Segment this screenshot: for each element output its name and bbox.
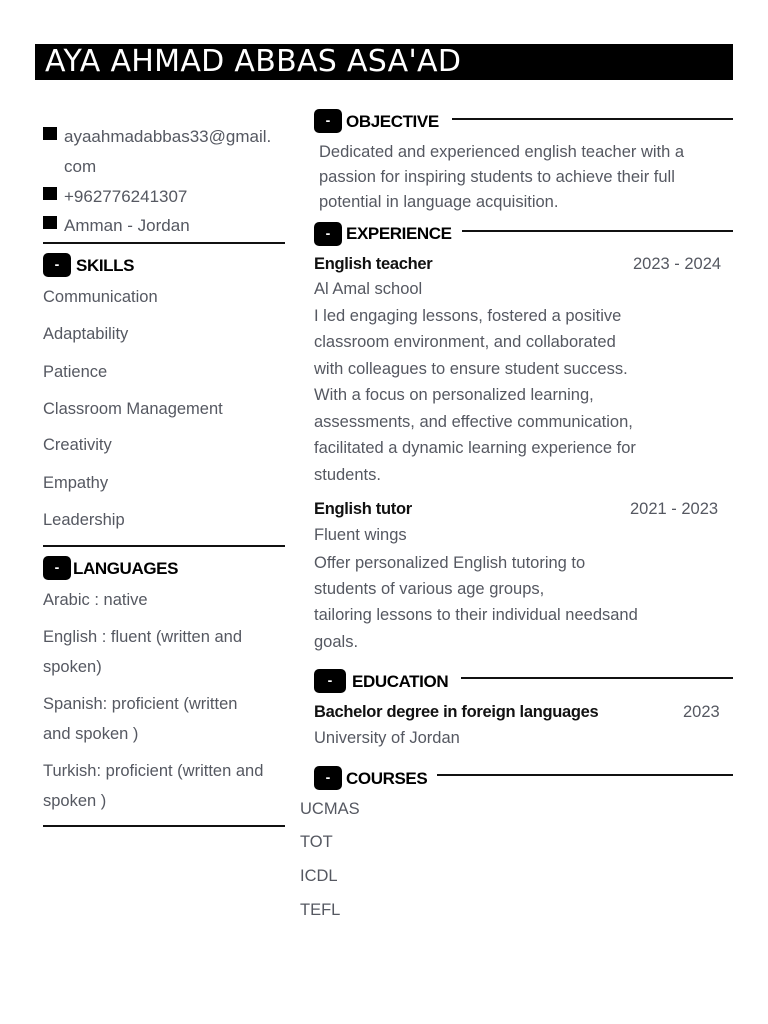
language-item: English : fluent (written and — [43, 628, 243, 646]
job-description: classroom environment, and collaborated — [314, 333, 616, 351]
contact-divider — [43, 242, 285, 244]
degree-title: Bachelor degree in foreign languages — [314, 703, 599, 721]
email-bullet-icon — [43, 127, 57, 140]
course-item: UCMAS — [300, 800, 360, 818]
skills-heading: SKILLS — [76, 256, 135, 275]
skills-divider — [43, 545, 285, 547]
courses-heading: COURSES — [346, 769, 428, 788]
language-item-cont: spoken ) — [43, 792, 107, 810]
course-item: TOT — [300, 833, 333, 851]
objective-text: Dedicated and experienced english teacher with a — [319, 143, 685, 161]
education-badge: - — [314, 669, 346, 693]
job-dates: 2021 - 2023 — [630, 500, 719, 518]
skill-item: Creativity — [43, 436, 112, 454]
experience-heading: EXPERIENCE — [346, 224, 452, 243]
language-item-cont: spoken) — [43, 658, 102, 676]
job-description: students. — [314, 466, 381, 484]
skill-item: Patience — [43, 363, 108, 381]
degree-year: 2023 — [683, 703, 720, 721]
job-org: Fluent wings — [314, 526, 407, 544]
location-bullet-icon — [43, 216, 57, 229]
school-name: University of Jordan — [314, 729, 460, 747]
job-title: English teacher — [314, 255, 433, 273]
skill-item: Leadership — [43, 511, 125, 529]
objective-text: potential in language acquisition. — [319, 193, 559, 211]
course-item: ICDL — [300, 867, 338, 885]
name-header — [35, 44, 733, 80]
job-description: tailoring lessons to their individual needsand — [314, 606, 638, 624]
experience-rule — [462, 230, 733, 232]
languages-badge: - — [43, 556, 71, 580]
email-line-1: ayaahmadabbas33@gmail. — [64, 127, 272, 146]
job-description: I led engaging lessons, fostered a positive — [314, 307, 622, 325]
education-heading: EDUCATION — [352, 672, 449, 691]
objective-text: passion for inspiring students to achieve their full — [319, 168, 675, 186]
job-description: Offer personalized English tutoring to — [314, 554, 586, 572]
objective-rule — [452, 118, 733, 120]
course-item: TEFL — [300, 901, 341, 919]
experience-badge: - — [314, 222, 342, 246]
language-item: Turkish: proficient (written and — [43, 762, 264, 780]
skills-badge: - — [43, 253, 71, 277]
courses-rule — [437, 774, 733, 776]
job-description: students of various age groups, — [314, 580, 545, 598]
phone-bullet-icon — [43, 187, 57, 200]
phone-number: +962776241307 — [64, 187, 188, 206]
education-rule — [461, 677, 733, 679]
courses-badge: - — [314, 766, 342, 790]
job-description: With a focus on personalized learning, — [314, 386, 594, 404]
job-dates: 2023 - 2024 — [633, 255, 722, 273]
skill-item: Empathy — [43, 474, 109, 492]
skill-item: Classroom Management — [43, 400, 223, 418]
language-item: Spanish: proficient (written — [43, 695, 238, 713]
skill-item: Adaptability — [43, 325, 129, 343]
email-line-2: com — [64, 157, 97, 176]
job-description: with colleagues to ensure student success. — [314, 360, 628, 378]
job-description: goals. — [314, 633, 359, 651]
objective-badge: - — [314, 109, 342, 133]
languages-heading: LANGUAGES — [73, 559, 179, 578]
skill-item: Communication — [43, 288, 158, 306]
languages-divider — [43, 825, 285, 827]
job-org: Al Amal school — [314, 280, 423, 298]
job-description: facilitated a dynamic learning experience for — [314, 439, 636, 457]
language-item-cont: and spoken ) — [43, 725, 139, 743]
objective-heading: OBJECTIVE — [346, 112, 439, 131]
job-title: English tutor — [314, 500, 412, 518]
language-item: Arabic : native — [43, 591, 148, 609]
person-name: AYA AHMAD ABBAS ASA'AD — [45, 44, 462, 79]
location: Amman - Jordan — [64, 216, 190, 235]
job-description: assessments, and effective communication, — [314, 413, 633, 431]
